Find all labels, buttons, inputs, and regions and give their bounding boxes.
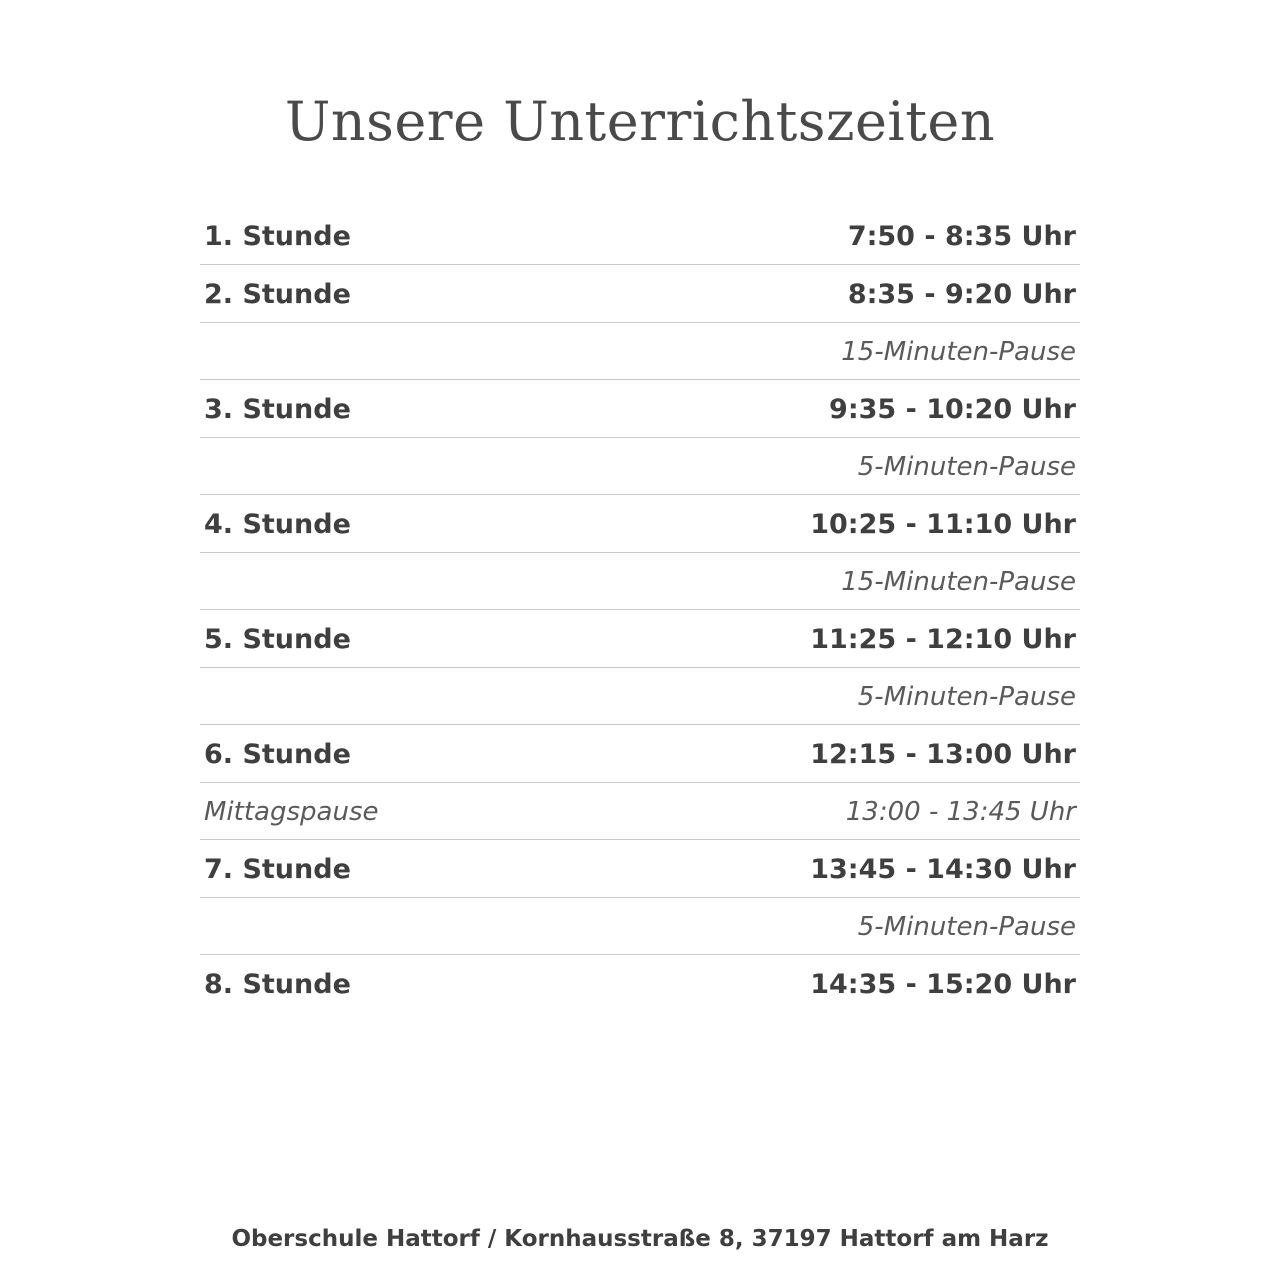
break-row: [200, 898, 1080, 955]
lesson-times-table: [200, 207, 1080, 1012]
page-title: Unsere Unterrichtszeiten: [284, 90, 996, 153]
break-time: 15-Minuten-Pause: [841, 566, 1076, 597]
lesson-time: 13:45 - 14:30 Uhr: [810, 853, 1076, 885]
break-row: [200, 323, 1080, 380]
break-row: [200, 553, 1080, 610]
lesson-label: 1. Stunde: [204, 220, 351, 252]
break-time: 13:00 - 13:45 Uhr: [845, 796, 1076, 827]
break-time: 5-Minuten-Pause: [857, 911, 1076, 942]
lesson-row: [200, 265, 1080, 323]
lesson-row: [200, 725, 1080, 783]
lesson-row: [200, 207, 1080, 265]
break-row: [200, 438, 1080, 495]
lesson-row: [200, 380, 1080, 438]
lesson-row: [200, 955, 1080, 1012]
lesson-row: [200, 495, 1080, 553]
lesson-time: 7:50 - 8:35 Uhr: [847, 220, 1076, 252]
lesson-time: 9:35 - 10:20 Uhr: [829, 393, 1076, 425]
lesson-label: 5. Stunde: [204, 623, 351, 655]
footer-address: Oberschule Hattorf / Kornhausstraße 8, 37197 Hattorf am Harz: [231, 1226, 1049, 1252]
lesson-row: [200, 840, 1080, 898]
lesson-time: 11:25 - 12:10 Uhr: [810, 623, 1076, 655]
break-label: Mittagspause: [204, 796, 379, 827]
lesson-time: 8:35 - 9:20 Uhr: [847, 278, 1076, 310]
lesson-time: 12:15 - 13:00 Uhr: [810, 738, 1076, 770]
lesson-label: 8. Stunde: [204, 968, 351, 1000]
lesson-label: 7. Stunde: [204, 853, 351, 885]
break-row: [200, 783, 1080, 840]
break-time: 5-Minuten-Pause: [857, 451, 1076, 482]
lesson-row: [200, 610, 1080, 668]
lesson-label: 4. Stunde: [204, 508, 351, 540]
lesson-time: 10:25 - 11:10 Uhr: [810, 508, 1076, 540]
lesson-label: 3. Stunde: [204, 393, 351, 425]
break-row: [200, 668, 1080, 725]
break-time: 15-Minuten-Pause: [841, 336, 1076, 367]
break-time: 5-Minuten-Pause: [857, 681, 1076, 712]
lesson-label: 6. Stunde: [204, 738, 351, 770]
lesson-time: 14:35 - 15:20 Uhr: [810, 968, 1076, 1000]
lesson-label: 2. Stunde: [204, 278, 351, 310]
